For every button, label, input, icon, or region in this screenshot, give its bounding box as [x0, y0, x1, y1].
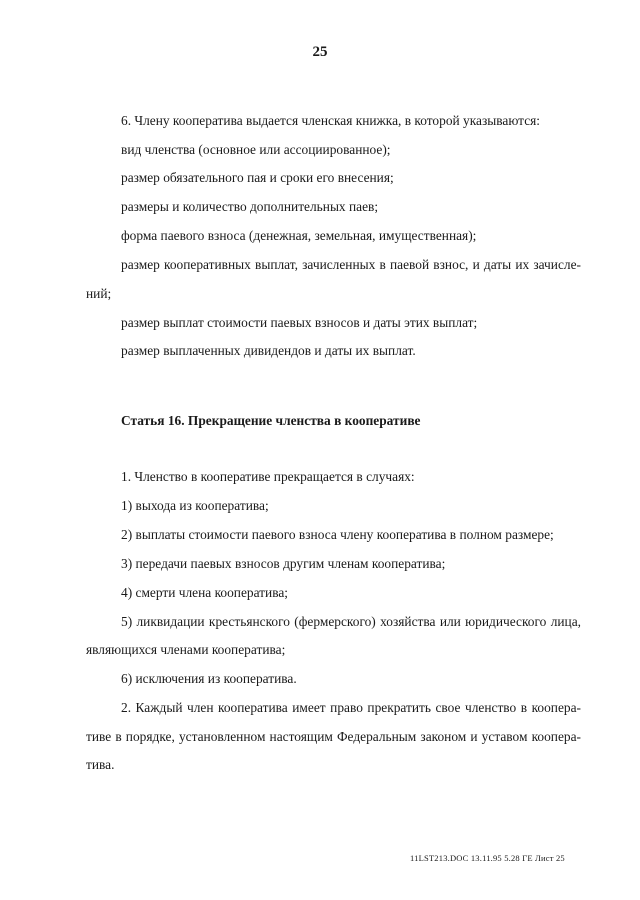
section6-item: размеры и количество дополнительных паев;: [121, 199, 379, 214]
article16-item: 1) выхода из кооператива;: [121, 498, 269, 513]
article16-para2-line: тиве в порядке, установленном настоящим Федеральным законом и уставом коопера-: [86, 729, 581, 744]
section6-item: размер кооперативных выплат, зачисленных в паевой взнос, и даты их зачисле-: [121, 257, 581, 272]
article16-item: 5) ликвидации крестьянского (фермерского) хозяйства или юридического лица,: [121, 614, 581, 629]
article16-item: 4) смерти члена кооператива;: [121, 585, 289, 600]
section6-item: вид членства (основное или ассоциированное);: [121, 142, 391, 157]
article16-item: 2) выплаты стоимости паевого взноса члену кооператива в полном размере;: [121, 527, 554, 542]
section6-item-continuation: ний;: [86, 286, 112, 301]
page-number: 25: [312, 44, 328, 60]
section6-item: форма паевого взноса (денежная, земельная, имущественная);: [121, 228, 477, 243]
article16-intro: 1. Членство в кооперативе прекращается в случаях:: [121, 469, 415, 484]
article16-item: 3) передачи паевых взносов другим членам кооператива;: [121, 556, 446, 571]
article16-para2-line: 2. Каждый член кооператива имеет право прекратить свое членство в коопера-: [121, 700, 581, 715]
section6-item: размер выплат стоимости паевых взносов и даты этих выплат;: [121, 315, 478, 330]
article16-item-continuation: являющихся членами кооператива;: [86, 642, 286, 657]
article16-item: 6) исключения из кооператива.: [121, 671, 297, 686]
section6-intro: 6. Члену кооператива выдается членская книжка, в которой указываются:: [121, 113, 541, 128]
footer-file-info: 11LST213.DOC 13.11.95 5.28 ГЕ Лист 25: [410, 853, 565, 863]
article16-para2-line: тива.: [86, 757, 115, 772]
section6-item: размер выплаченных дивидендов и даты их выплат.: [121, 343, 416, 358]
section6-item: размер обязательного пая и сроки его внесения;: [121, 170, 394, 185]
article16-heading: Статья 16. Прекращение членства в кооперативе: [121, 413, 421, 428]
